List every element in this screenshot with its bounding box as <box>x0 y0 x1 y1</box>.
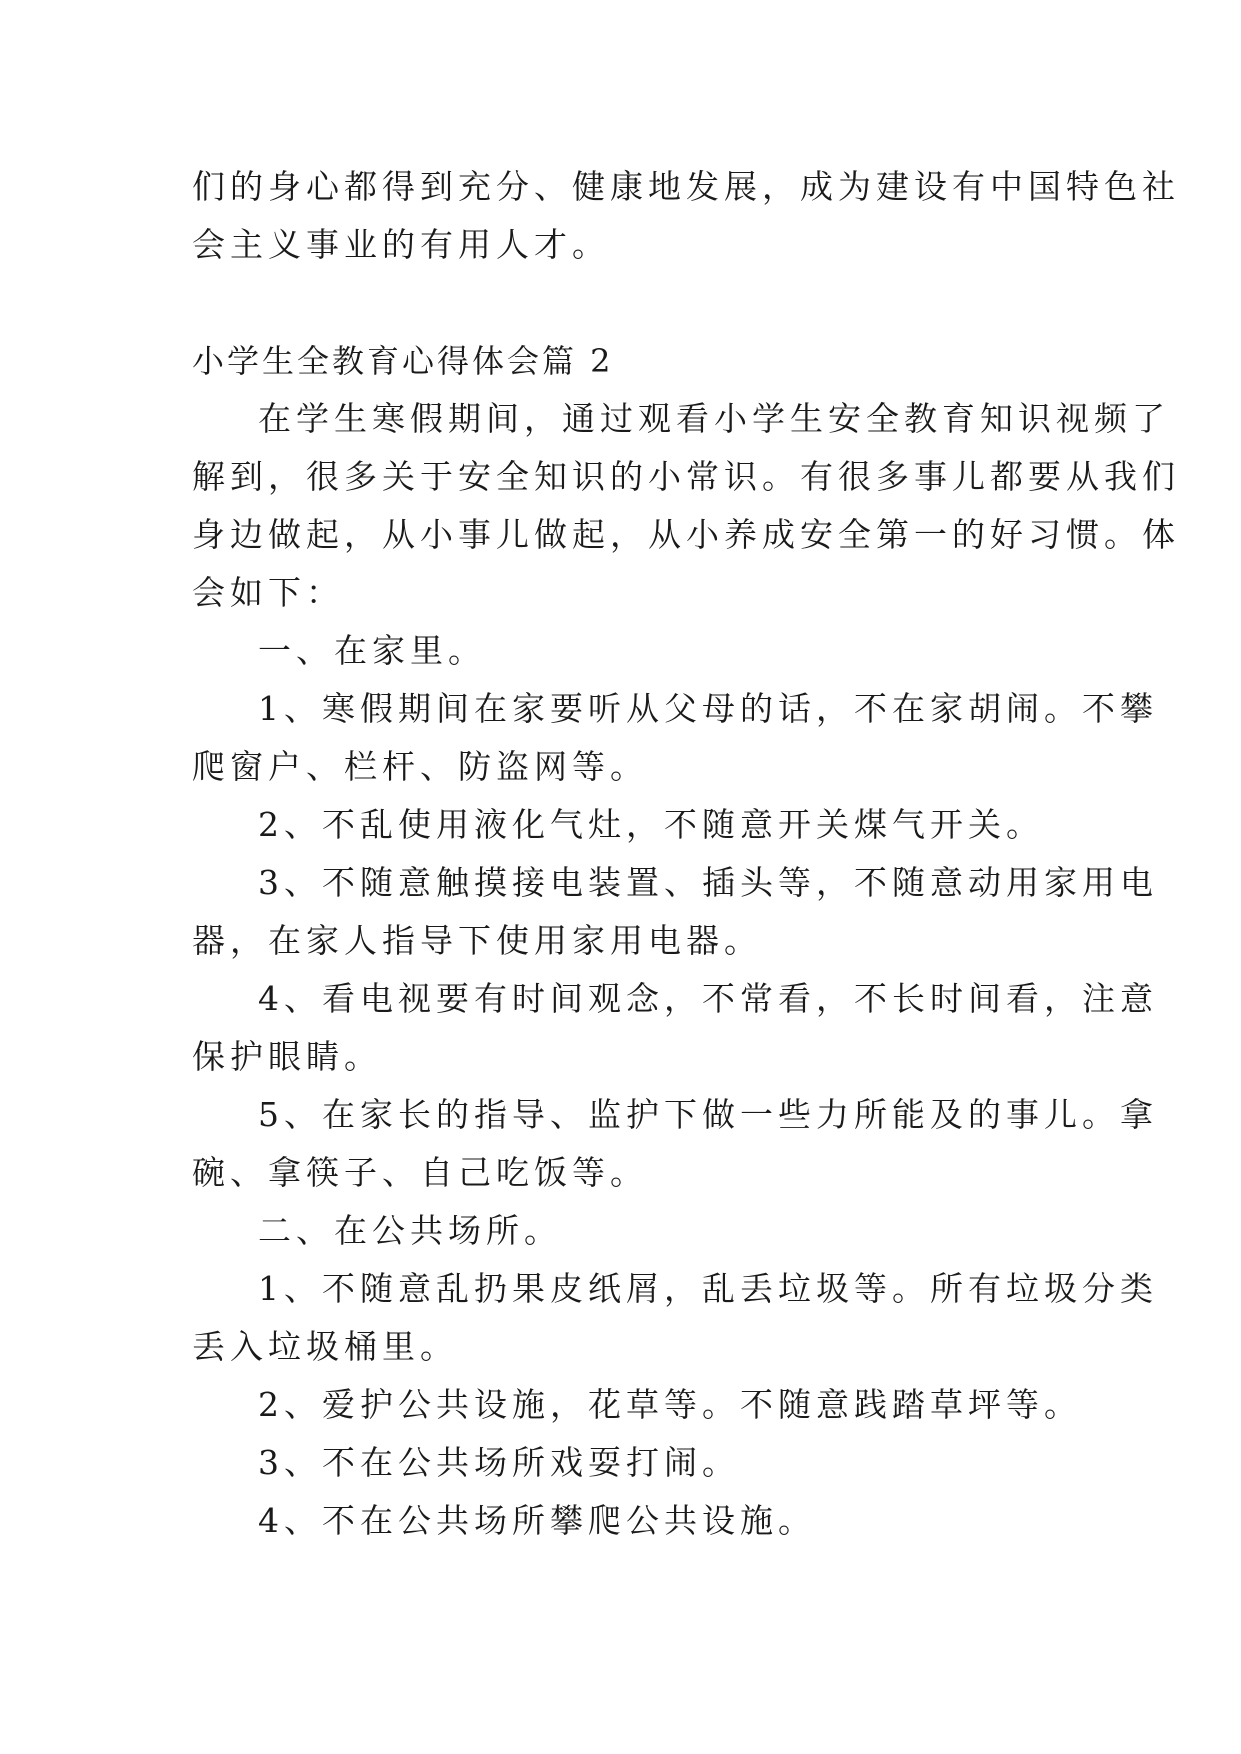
home-item-5-line-1: 5、在家长的指导、监护下做一些力所能及的事儿。拿 <box>258 1095 1158 1134</box>
document-body <box>192 158 1180 1550</box>
intro-line-1: 们的身心都得到充分、健康地发展，成为建设有中国特色社 <box>192 167 1180 206</box>
spacer <box>192 274 1052 332</box>
home-item-3-line-2: 器，在家人指导下使用家用电器。 <box>192 921 762 960</box>
home-item-3-line-1: 3、不随意触摸接电装置、插头等，不随意动用家用电 <box>258 863 1158 902</box>
public-item-4: 4、不在公共场所攀爬公共设施。 <box>258 1501 816 1540</box>
home-item-1-line-2: 爬窗户、栏杆、防盗网等。 <box>192 747 648 786</box>
section-title: 小学生全教育心得体会篇 2 <box>192 342 614 380</box>
paragraph1-line-3: 身边做起，从小事儿做起，从小养成安全第一的好习惯。体 <box>192 515 1180 554</box>
home-heading: 一、在家里。 <box>258 631 486 670</box>
public-item-1-line-2: 丢入垃圾桶里。 <box>192 1327 458 1366</box>
paragraph1-line-4: 会如下： <box>192 573 344 612</box>
home-item-4-line-2: 保护眼睛。 <box>192 1037 382 1076</box>
public-item-2: 2、爱护公共设施，花草等。不随意践踏草坪等。 <box>258 1385 1082 1424</box>
paragraph1-line-2: 解到，很多关于安全知识的小常识。有很多事儿都要从我们 <box>192 457 1180 496</box>
intro-line-2: 会主义事业的有用人才。 <box>192 225 610 264</box>
home-item-4-line-1: 4、看电视要有时间观念，不常看，不长时间看，注意 <box>258 979 1158 1018</box>
public-item-1-line-1: 1、不随意乱扔果皮纸屑，乱丢垃圾等。所有垃圾分类 <box>258 1269 1158 1308</box>
public-item-3: 3、不在公共场所戏耍打闹。 <box>258 1443 740 1482</box>
public-heading: 二、在公共场所。 <box>258 1211 562 1250</box>
home-item-1-line-1: 1、寒假期间在家要听从父母的话，不在家胡闹。不攀 <box>258 689 1158 728</box>
home-item-5-line-2: 碗、拿筷子、自己吃饭等。 <box>192 1153 648 1192</box>
home-item-2: 2、不乱使用液化气灶，不随意开关煤气开关。 <box>258 805 1044 844</box>
paragraph1-line-1: 在学生寒假期间，通过观看小学生安全教育知识视频了 <box>258 399 1170 438</box>
